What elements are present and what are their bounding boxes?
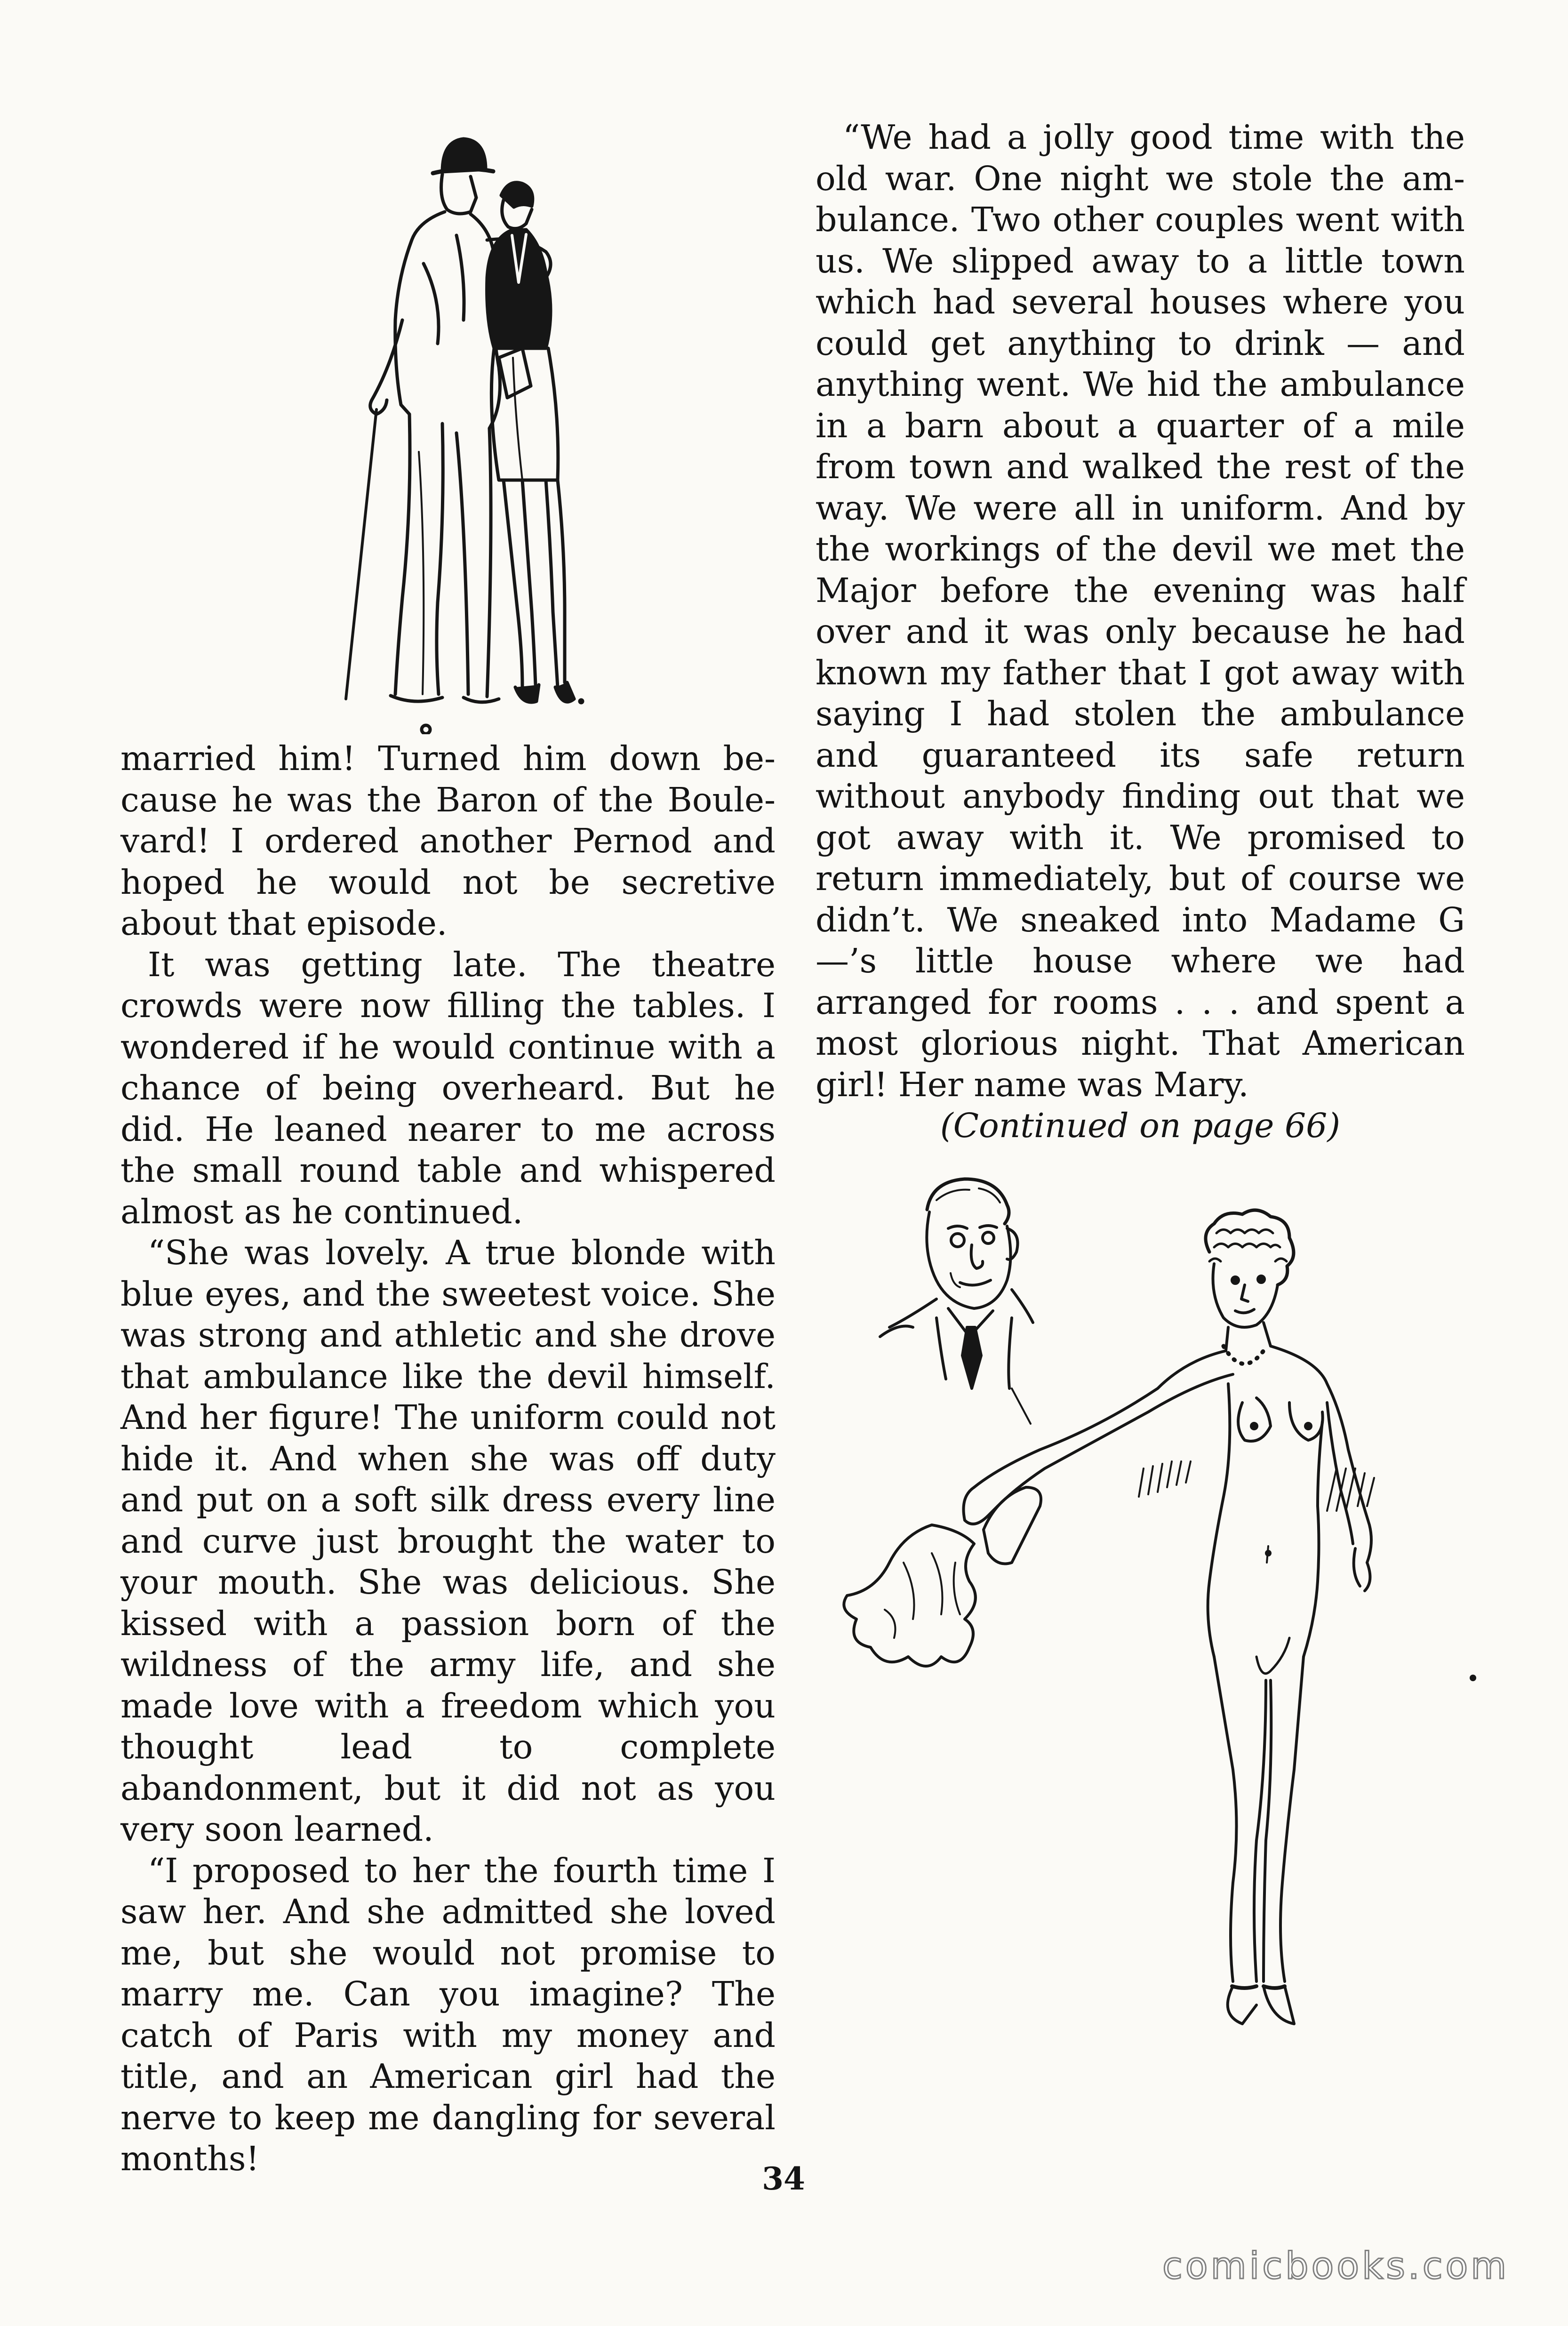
continued-note: (Continued on page 66) [940, 1106, 1341, 1145]
paragraph: It was getting late. The theatre crowds were now filling the tables. I wondered if he would continue with a chance of being overheard. But he did. He leaned nearer to me across the small round table and whispered almost as he continued. [120, 945, 776, 1231]
nude-woman-illustration [819, 1205, 1501, 2099]
page-number: 34 [762, 2160, 805, 2197]
couple-embracing-illustration [301, 122, 593, 734]
paragraph: “I proposed to her the fourth time I saw her. And she admitted she loved me, but she would not promise to marry me. Can you imagine? The catch of Paris with my money and title, and an American girl had the nerve to keep me dangling for several months! [120, 1851, 776, 2178]
left-text-column [120, 738, 776, 2180]
right-text-column [816, 117, 1465, 1147]
paragraph: “We had a jolly good time with the old war. One night we stole the ambulance. Two other couples went with us. We slipped away to a little town which had several houses where you could get anything to drink — and anything went. We hid the ambulance in a barn about a quarter of a mile from town and walked the rest of the way. We were all in uniform. And by the workings of the devil we met the Major before the evening was half over and it was only because he had known my father that I got away with saying I had stolen the ambulance and guaranteed its safe return without anybody finding out that we got away with it. We promised to return immediately, but of course we didn’t. We sneaked into Madame G—’s little house where we had arranged for rooms . . . and spent a most glorious night. That American girl! Her name was Mary. [816, 118, 1465, 1104]
paragraph: married him! Turned him down because he was the Baron of the Boulevard! I ordered another Pernod and hoped he would not be secretive about that episode. [120, 739, 776, 943]
paragraph: “She was lovely. A true blonde with blue eyes, and the sweetest voice. She was strong and athletic and she drove that ambulance like the devil himself. And her figure! The uniform could not hide it. And when she was off duty and put on a soft silk dress every line and curve just brought the water to your mouth. She was delicious. She kissed with a passion born of the wildness of the army life, and she made love with a freedom which you thought lead to complete abandonment, but it did not as you very soon learned. [120, 1233, 776, 1849]
watermark-text: comicbooks.com [1162, 2245, 1510, 2287]
